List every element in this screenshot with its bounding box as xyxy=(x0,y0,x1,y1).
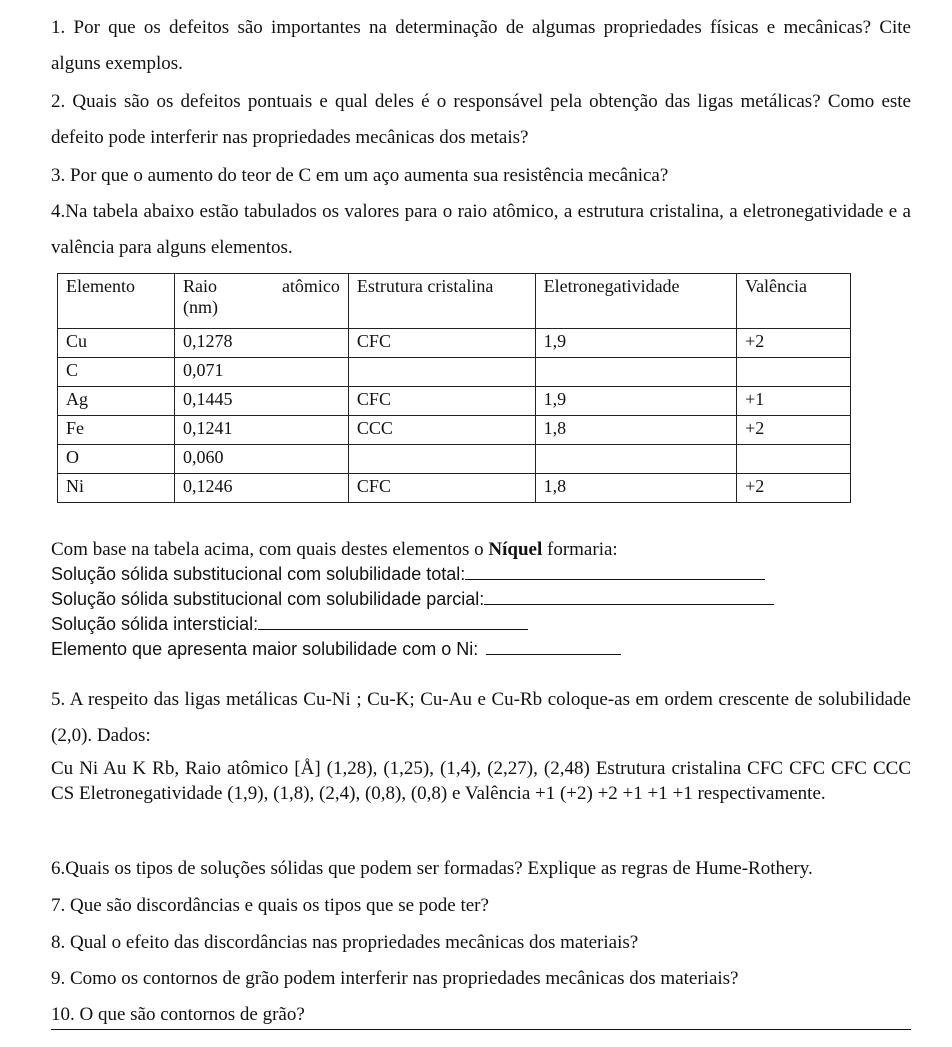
cell-estrutura: CFC xyxy=(348,387,535,416)
cell-valencia xyxy=(737,445,851,474)
table-row xyxy=(58,329,851,358)
cell-raio: 0,071 xyxy=(175,358,349,387)
answer-blank-maior[interactable] xyxy=(486,638,621,655)
nickel-intersticial-line xyxy=(51,612,528,636)
nickel-parcial-label: Solução sólida substitucional com solubilidade parcial: xyxy=(51,589,485,609)
nickel-parcial-line xyxy=(51,587,774,611)
header-atomico-word: atômico xyxy=(281,276,340,296)
cell-raio: 0,1241 xyxy=(175,416,349,445)
cell-elemento: Fe xyxy=(58,416,175,445)
answer-blank-total[interactable] xyxy=(465,563,765,580)
question-4: 4.Na tabela abaixo estão tabulados os valores para o raio atômico, a estrutura cristalina, a eletronegatividade e a valência para alguns elementos. xyxy=(51,201,911,258)
table-row xyxy=(58,358,851,387)
nickel-maior-line xyxy=(51,637,621,661)
cell-elemento: C xyxy=(58,358,175,387)
cell-elemento: Ni xyxy=(58,474,175,503)
cell-elemento: O xyxy=(58,445,175,474)
header-elemento: Elemento xyxy=(58,274,175,329)
cell-valencia: +2 xyxy=(737,329,851,358)
cell-estrutura: CFC xyxy=(348,329,535,358)
header-raio-word: Raio xyxy=(183,276,217,296)
header-valencia: Valência xyxy=(737,274,851,329)
cell-raio: 0,1445 xyxy=(175,387,349,416)
question-6: 6.Quais os tipos de soluções sólidas que podem ser formadas? Explique as regras de Hume-Rothery. xyxy=(51,858,813,879)
elements-table xyxy=(57,273,851,503)
question-5: 5. A respeito das ligas metálicas Cu-Ni ; Cu-K; Cu-Au e Cu-Rb coloque-as em ordem crescente de solubilidade (2,0). Dados: xyxy=(51,689,911,746)
cell-valencia: +2 xyxy=(737,474,851,503)
question-8: 8. Qual o efeito das discordâncias nas propriedades mecânicas dos materiais? xyxy=(51,932,639,953)
question-7: 7. Que são discordâncias e quais os tipos que se pode ter? xyxy=(51,895,489,916)
cell-estrutura: CCC xyxy=(348,416,535,445)
cell-raio: 0,060 xyxy=(175,445,349,474)
table-row xyxy=(58,387,851,416)
cell-eletronegatividade: 1,8 xyxy=(535,474,736,503)
cell-eletronegatividade: 1,9 xyxy=(535,329,736,358)
header-eletronegatividade: Eletronegatividade xyxy=(535,274,736,329)
table-row xyxy=(58,445,851,474)
answer-blank-intersticial[interactable] xyxy=(258,613,528,630)
question-3: 3. Por que o aumento do teor de C em um aço aumenta sua resistência mecânica? xyxy=(51,165,669,186)
cell-estrutura xyxy=(348,358,535,387)
nickel-intersticial-label: Solução sólida intersticial: xyxy=(51,614,259,634)
nickel-intro xyxy=(51,537,618,563)
nickel-intro-text-b: formaria: xyxy=(542,539,618,560)
nickel-intro-bold: Níquel xyxy=(488,539,543,560)
table-header-row xyxy=(58,274,851,329)
nickel-total-line xyxy=(51,562,765,586)
cell-estrutura xyxy=(348,445,535,474)
question-2: 2. Quais são os defeitos pontuais e qual deles é o responsável pela obtenção das ligas metálicas? Como este defeito pode interferir nas propriedades mecânicas dos metais? xyxy=(51,91,911,148)
nickel-maior-label: Elemento que apresenta maior solubilidade com o Ni: xyxy=(51,639,479,659)
nickel-intro-text-a: Com base na tabela acima, com quais destes elementos o xyxy=(51,539,489,560)
cell-valencia xyxy=(737,358,851,387)
cell-eletronegatividade: 1,8 xyxy=(535,416,736,445)
header-estrutura: Estrutura cristalina xyxy=(348,274,535,329)
cell-valencia: +1 xyxy=(737,387,851,416)
table-row xyxy=(58,416,851,445)
cell-elemento: Cu xyxy=(58,329,175,358)
cell-estrutura: CFC xyxy=(348,474,535,503)
cell-elemento: Ag xyxy=(58,387,175,416)
table-row xyxy=(58,474,851,503)
header-raio-unit: (nm) xyxy=(183,297,218,317)
cell-eletronegatividade xyxy=(535,445,736,474)
cell-raio: 0,1246 xyxy=(175,474,349,503)
cell-eletronegatividade xyxy=(535,358,736,387)
question-10: 10. O que são contornos de grão? xyxy=(51,1004,305,1025)
answer-blank-parcial[interactable] xyxy=(484,588,774,605)
nickel-total-label: Solução sólida substitucional com solubilidade total: xyxy=(51,564,466,584)
question-9: 9. Como os contornos de grão podem interferir nas propriedades mecânicas dos materiais? xyxy=(51,968,739,989)
header-raio xyxy=(175,274,349,329)
bottom-rule xyxy=(51,1029,911,1030)
cell-eletronegatividade: 1,9 xyxy=(535,387,736,416)
question-5-data: Cu Ni Au K Rb, Raio atômico [Å] (1,28), (1,25), (1,4), (2,27), (2,48) Estrutura cristalina CFC CFC CFC CCC CS Eletronegatividade (1,9), (1,8), (2,4), (0,8), (0,8) e Valência +1 (+2) +2 +1 +1 +1 respectivamente. xyxy=(51,758,911,804)
cell-valencia: +2 xyxy=(737,416,851,445)
question-1: 1. Por que os defeitos são importantes na determinação de algumas propriedades físicas e mecânicas? Cite alguns exemplos. xyxy=(51,17,911,74)
cell-raio: 0,1278 xyxy=(175,329,349,358)
